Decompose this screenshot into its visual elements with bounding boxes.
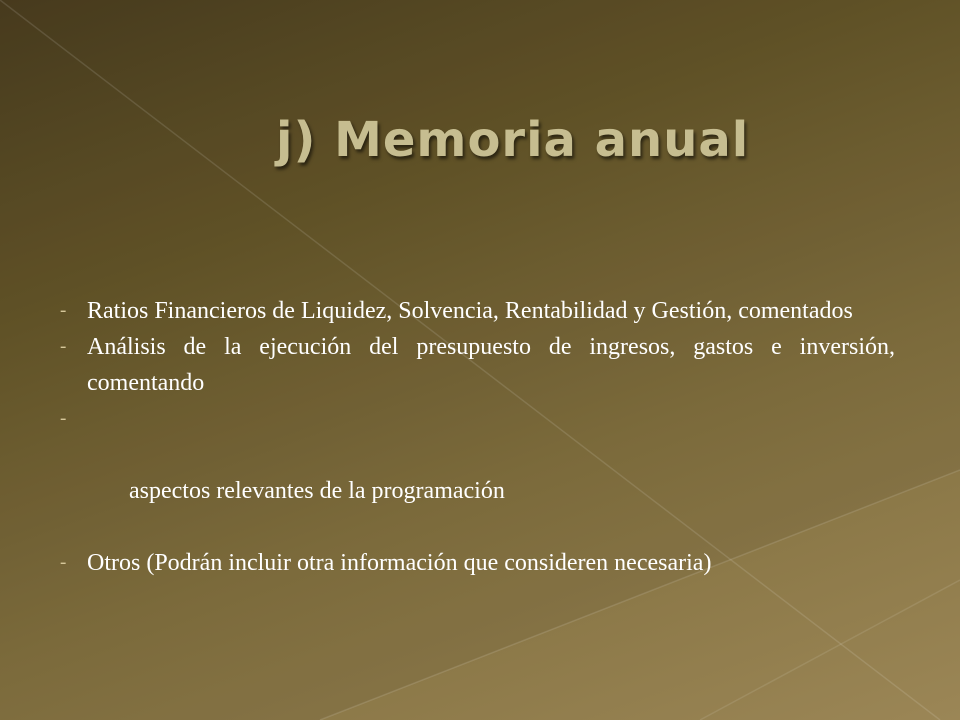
bullet-dash-icon: - [60,552,67,573]
bullet-dash-icon: - [60,408,67,429]
bullet-list [60,293,895,581]
bullet-item [60,293,895,329]
bullet-item [60,545,895,581]
bullet-text: Otros (Podrán incluir otra información que consideren necesaria) [87,550,712,576]
slide-title: j) Memoria anual [276,112,750,168]
bullet-text: Ratios Financieros de Liquidez, Solvencia, Rentabilidad y Gestión, comentados [87,298,853,324]
bullet-text: aspectos relevantes de la programación [123,478,505,504]
bullet-dash-icon: - [60,300,67,321]
bullet-text: Análisis de la ejecución del presupuesto de ingresos, gastos e inversión, comentando [87,334,895,396]
bullet-item [60,329,895,401]
bullet-dash-icon: - [60,336,67,357]
bullet-item [60,401,895,545]
